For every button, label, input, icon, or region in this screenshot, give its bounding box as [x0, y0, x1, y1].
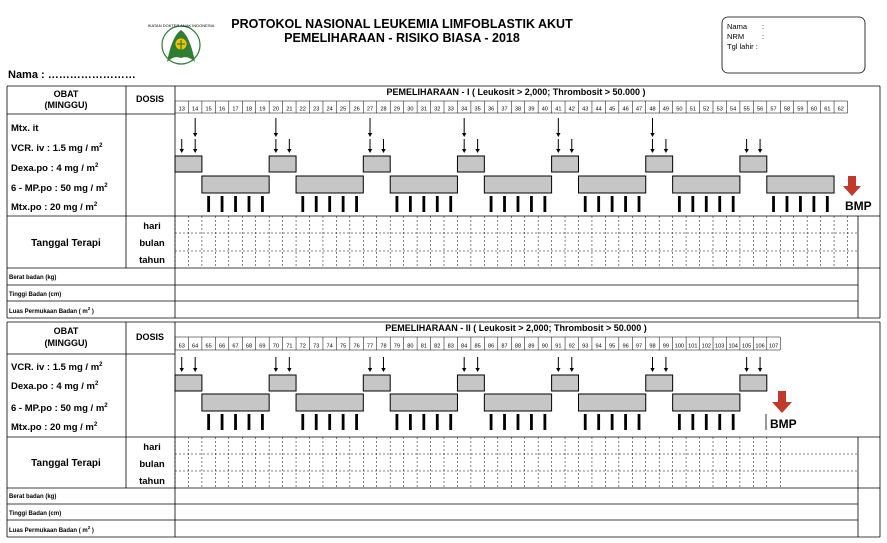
nama-line: Nama : …………………… — [8, 69, 136, 81]
section-2-hari: hari — [143, 442, 161, 453]
mtx-po-bar — [396, 414, 399, 430]
mtx-po-bar — [772, 196, 775, 212]
mtx-po-bar — [248, 414, 251, 430]
week-number: 33 — [447, 106, 454, 113]
vcr-arrowhead — [664, 149, 668, 153]
mtx-po-bar — [234, 414, 237, 430]
dexa-block — [269, 156, 296, 172]
mtx-po-bar — [409, 414, 412, 430]
mtx-po-bar — [490, 414, 493, 430]
week-number: 72 — [299, 343, 306, 350]
bmp-arrow-icon — [772, 391, 792, 413]
mtx-po-bar — [732, 196, 735, 212]
week-number: 75 — [340, 343, 347, 350]
week-number: 69 — [259, 343, 266, 350]
vcr-arrowhead — [462, 149, 466, 153]
week-number: 52 — [703, 106, 710, 113]
mtx-po-bar — [530, 196, 533, 212]
vcr-arrowhead — [274, 368, 278, 372]
week-number: 70 — [272, 343, 279, 350]
mtx-po-bar — [436, 196, 439, 212]
mtx-po-bar — [328, 414, 331, 430]
mtx-po-bar — [503, 414, 506, 430]
week-number: 51 — [689, 106, 696, 113]
week-number: 64 — [192, 343, 199, 350]
week-number: 79 — [393, 343, 401, 350]
week-number: 82 — [434, 343, 441, 350]
week-number: 16 — [218, 106, 226, 113]
week-number: 106 — [755, 343, 765, 350]
week-number: 20 — [272, 106, 279, 113]
section-1-luas-permukaan: Luas Permukaan Badan ( $m^2$ ) — [9, 306, 94, 315]
patient-nama-label: Nama — [727, 22, 748, 31]
mtx-po-bar — [705, 196, 708, 212]
section-1-drug-mtx-po: Mtx.po : 20 mg / $m^2$ — [11, 202, 98, 213]
mtx-po-bar — [638, 414, 641, 430]
patient-nama-colon: : — [762, 22, 765, 31]
week-number: 41 — [555, 106, 562, 113]
week-number: 98 — [649, 343, 656, 350]
mtx-po-bar — [638, 196, 641, 212]
week-number: 71 — [286, 343, 293, 350]
mtx-po-bar — [718, 414, 721, 430]
section-2-obat-label: OBAT — [53, 326, 79, 336]
section-2-dosis-label: DOSIS — [135, 332, 165, 342]
mtx-po-bar — [826, 196, 829, 212]
dexa-block — [457, 156, 484, 172]
mtx-po-bar — [678, 196, 681, 212]
section-1-schedule — [175, 118, 834, 212]
mtx-po-bar — [355, 196, 358, 212]
section-1-berat-badan: Berat badan (kg) — [9, 275, 57, 281]
mtx-po-bar — [342, 196, 345, 212]
mtx-po-bar — [342, 414, 345, 430]
dexa-block — [175, 156, 202, 172]
mtx-po-bar — [812, 196, 815, 212]
vcr-arrowhead — [274, 149, 278, 153]
dexa-block — [552, 156, 579, 172]
mtx-po-bar — [328, 196, 331, 212]
week-number: 35 — [474, 106, 481, 113]
vcr-arrowhead — [381, 149, 385, 153]
mtx-po-bar — [422, 196, 425, 212]
mtx-po-bar — [234, 196, 237, 212]
week-number: 85 — [474, 343, 481, 350]
section-1-hari: hari — [143, 221, 161, 232]
week-number: 96 — [622, 343, 629, 350]
mtx-po-bar — [422, 414, 425, 430]
week-number: 74 — [326, 343, 333, 350]
week-number: 91 — [555, 343, 562, 350]
vcr-arrowhead — [368, 368, 372, 372]
mtx-po-bar — [207, 414, 210, 430]
week-number: 42 — [568, 106, 575, 113]
week-number: 63 — [178, 343, 185, 350]
week-number: 57 — [770, 106, 777, 113]
week-number: 80 — [407, 343, 414, 350]
week-number: 23 — [313, 106, 320, 113]
mp-block — [202, 394, 269, 411]
vcr-arrowhead — [570, 368, 574, 372]
mp-block — [296, 394, 363, 411]
vcr-arrowhead — [462, 368, 466, 372]
mtx-po-bar — [248, 196, 251, 212]
vcr-arrowhead — [758, 368, 762, 372]
mp-block — [296, 176, 363, 193]
logo-text: IKATAN DOKTER ANAK INDONESIA — [147, 23, 215, 28]
week-number: 43 — [582, 106, 589, 113]
mtx-po-bar — [207, 196, 210, 212]
week-number: 55 — [743, 106, 750, 113]
section-1-drug-mtx-it: Mtx. it — [11, 123, 39, 134]
mtx-po-bar — [221, 414, 224, 430]
mtx-it-arrowhead — [556, 133, 560, 137]
week-number: 100 — [674, 343, 685, 350]
vcr-arrowhead — [475, 368, 479, 372]
week-number: 29 — [393, 106, 401, 113]
section-1-week-header — [175, 101, 848, 113]
section-2-week-header — [175, 337, 780, 350]
mtx-po-bar — [490, 196, 493, 212]
dexa-block — [363, 375, 390, 391]
week-number: 44 — [595, 106, 602, 113]
week-number: 49 — [662, 106, 670, 113]
section-2-drug-6mp: 6 - MP.po : 50 mg / $m^2$ — [11, 403, 108, 414]
week-number: 30 — [407, 106, 414, 113]
section-2-luas-permukaan: Luas Permukaan Badan ( $m^2$ ) — [9, 525, 94, 534]
week-number: 19 — [259, 106, 266, 113]
section-1-drug-6mp: 6 - MP.po : 50 mg / $m^2$ — [11, 183, 108, 194]
section-2-bmp-label: BMP — [770, 417, 797, 431]
vcr-arrowhead — [744, 149, 748, 153]
vcr-arrowhead — [287, 368, 291, 372]
patient-nrm-colon: : — [762, 32, 765, 41]
week-number: 77 — [366, 343, 374, 350]
mtx-po-bar — [261, 414, 264, 430]
mtx-it-arrowhead — [193, 133, 197, 137]
section-2-minggu-label: (MINGGU) — [44, 338, 88, 348]
section-1-minggu-label: (MINGGU) — [44, 100, 88, 110]
week-number: 27 — [366, 106, 374, 113]
week-number: 45 — [609, 106, 616, 113]
week-number: 87 — [501, 343, 508, 350]
bmp-arrow-icon — [843, 176, 861, 196]
week-number: 67 — [232, 343, 239, 350]
week-number: 39 — [528, 106, 535, 113]
week-number: 65 — [205, 343, 212, 350]
week-number: 105 — [741, 343, 752, 350]
mtx-po-bar — [691, 196, 694, 212]
week-number: 37 — [501, 106, 508, 113]
vcr-arrowhead — [193, 149, 197, 153]
week-number: 59 — [797, 106, 804, 113]
mtx-po-bar — [543, 196, 546, 212]
week-number: 83 — [447, 343, 454, 350]
section-1-table — [7, 86, 880, 318]
section-2-phase-title: PEMELIHARAAN - II ( Leukosit > 2,000; Thrombosit > 50.000 ) — [385, 323, 647, 333]
mtx-po-bar — [315, 414, 318, 430]
week-number: 84 — [461, 343, 468, 350]
section-2-bulan: bulan — [139, 459, 165, 470]
mtx-po-bar — [530, 414, 533, 430]
section-1-drug-dexa: Dexa.po : 4 mg / $m^2$ — [11, 163, 99, 174]
week-number: 50 — [676, 106, 683, 113]
week-number: 61 — [824, 106, 831, 113]
week-number: 92 — [568, 343, 575, 350]
mtx-po-bar — [799, 196, 802, 212]
mtx-po-bar — [503, 196, 506, 212]
section-1-dosis-label: DOSIS — [135, 94, 165, 104]
vcr-arrowhead — [180, 368, 184, 372]
dexa-block — [363, 156, 390, 172]
vcr-arrowhead — [180, 149, 184, 153]
mtx-it-arrowhead — [650, 133, 654, 137]
mtx-po-bar — [678, 414, 681, 430]
mtx-po-bar — [315, 196, 318, 212]
mtx-po-bar — [221, 196, 224, 212]
mp-block — [579, 394, 646, 411]
vcr-arrowhead — [744, 368, 748, 372]
section-1-tinggi-badan: Tinggi Badan (cm) — [9, 292, 62, 298]
mtx-po-bar — [597, 196, 600, 212]
mtx-po-bar — [624, 196, 627, 212]
week-number: 34 — [461, 106, 468, 113]
mp-block — [390, 176, 457, 193]
mtx-po-bar — [449, 414, 452, 430]
week-number: 47 — [635, 106, 643, 113]
section-1-phase-title: PEMELIHARAAN - I ( Leukosit > 2,000; Thrombosit > 50.000 ) — [386, 87, 646, 97]
mtx-it-arrowhead — [462, 133, 466, 137]
vcr-arrowhead — [287, 149, 291, 153]
week-number: 68 — [245, 343, 253, 350]
week-number: 66 — [218, 343, 226, 350]
week-number: 73 — [313, 343, 320, 350]
vcr-arrowhead — [758, 149, 762, 153]
section-2-tanggal-terapi: Tanggal Terapi — [31, 458, 101, 469]
week-number: 26 — [353, 106, 360, 113]
week-number: 13 — [178, 106, 185, 113]
mtx-po-bar — [355, 414, 358, 430]
mtx-po-bar — [543, 414, 546, 430]
week-number: 101 — [688, 343, 698, 350]
mp-block — [579, 176, 646, 193]
patient-tgl-lahir-label: Tgl lahir : — [727, 42, 758, 51]
vcr-arrowhead — [381, 368, 385, 372]
dexa-block — [552, 375, 579, 391]
dexa-block — [740, 375, 767, 391]
section-2-drug-dexa: Dexa.po : 4 mg / $m^2$ — [11, 381, 99, 392]
patient-nrm-label: NRM — [727, 32, 745, 41]
section-1-bmp-label: BMP — [845, 199, 872, 213]
section-2-calendar-grid — [175, 437, 858, 488]
mp-block — [484, 394, 551, 411]
week-number: 15 — [205, 106, 212, 113]
mp-block — [390, 394, 457, 411]
vcr-arrowhead — [650, 368, 654, 372]
week-number: 94 — [595, 343, 602, 350]
mtx-po-bar — [449, 196, 452, 212]
mtx-po-bar — [584, 414, 587, 430]
vcr-arrowhead — [650, 149, 654, 153]
section-2-berat-badan: Berat badan (kg) — [9, 494, 57, 500]
section-1-bulan: bulan — [139, 238, 165, 249]
section-2-schedule — [175, 357, 767, 430]
mtx-po-bar — [261, 196, 264, 212]
patient-id-box — [722, 17, 865, 73]
week-number: 107 — [768, 343, 779, 350]
section-1-bmp-marker — [843, 176, 872, 213]
mp-block — [202, 176, 269, 193]
week-number: 36 — [487, 106, 495, 113]
week-number: 78 — [380, 343, 387, 350]
week-number: 28 — [380, 106, 387, 113]
section-2-grid-lines — [7, 322, 880, 537]
mp-block — [673, 394, 740, 411]
mtx-po-bar — [409, 196, 412, 212]
section-1-tanggal-terapi: Tanggal Terapi — [31, 238, 101, 249]
section-1-drug-vcr: VCR. iv : 1.5 mg / $m^2$ — [11, 143, 103, 154]
week-number: 40 — [541, 106, 548, 113]
mtx-po-bar — [584, 196, 587, 212]
title-line-2: PEMELIHARAAN - RISIKO BIASA - 2018 — [284, 31, 520, 45]
mtx-po-bar — [786, 196, 789, 212]
week-number: 24 — [326, 106, 333, 113]
vcr-arrowhead — [193, 368, 197, 372]
section-1-grid-lines — [7, 86, 880, 318]
week-number: 81 — [420, 343, 427, 350]
section-1-calendar-grid — [175, 216, 858, 268]
week-number: 14 — [192, 106, 199, 113]
vcr-arrowhead — [570, 149, 574, 153]
week-number: 31 — [420, 106, 427, 113]
dexa-block — [740, 156, 767, 172]
dexa-block — [646, 375, 673, 391]
week-number: 86 — [487, 343, 495, 350]
section-2-bmp-marker — [766, 391, 797, 431]
week-number: 93 — [582, 343, 589, 350]
week-number: 90 — [541, 343, 548, 350]
mtx-po-bar — [732, 414, 735, 430]
week-number: 102 — [701, 343, 711, 350]
week-number: 58 — [783, 106, 791, 113]
mtx-po-bar — [396, 196, 399, 212]
section-2-drug-vcr: VCR. iv : 1.5 mg / $m^2$ — [11, 362, 103, 373]
mp-block — [484, 176, 551, 193]
section-2-drug-mtx-po: Mtx.po : 20 mg / $m^2$ — [11, 422, 98, 433]
week-number: 103 — [715, 343, 725, 350]
mtx-po-bar — [611, 414, 614, 430]
mtx-po-bar — [436, 414, 439, 430]
mtx-po-bar — [624, 414, 627, 430]
week-number: 48 — [649, 106, 656, 113]
dexa-block — [269, 375, 296, 391]
mtx-po-bar — [611, 196, 614, 212]
week-number: 104 — [728, 343, 738, 350]
title-line-1: PROTOKOL NASIONAL LEUKEMIA LIMFOBLASTIK AKUT — [231, 17, 573, 31]
mtx-it-arrowhead — [368, 133, 372, 137]
mtx-po-bar — [517, 414, 520, 430]
week-number: 22 — [299, 106, 306, 113]
dexa-block — [646, 156, 673, 172]
mtx-po-bar — [301, 196, 304, 212]
dexa-block — [175, 375, 202, 391]
vcr-arrowhead — [368, 149, 372, 153]
mtx-po-bar — [718, 196, 721, 212]
week-number: 21 — [286, 106, 293, 113]
mtx-po-bar — [517, 196, 520, 212]
week-number: 53 — [716, 106, 723, 113]
mp-block — [767, 176, 834, 193]
week-number: 32 — [434, 106, 441, 113]
vcr-arrowhead — [556, 149, 560, 153]
week-number: 60 — [810, 106, 817, 113]
week-number: 25 — [340, 106, 347, 113]
section-2-tinggi-badan: Tinggi Badan (cm) — [9, 511, 62, 517]
week-number: 46 — [622, 106, 629, 113]
week-number: 38 — [514, 106, 522, 113]
mtx-po-bar — [597, 414, 600, 430]
week-number: 95 — [609, 343, 616, 350]
week-number: 56 — [756, 106, 764, 113]
idai-logo — [148, 23, 215, 64]
week-number: 17 — [232, 106, 239, 113]
week-number: 62 — [837, 106, 844, 113]
mtx-po-bar — [691, 414, 694, 430]
week-number: 54 — [730, 106, 737, 113]
mtx-it-arrowhead — [274, 133, 278, 137]
mtx-po-bar — [705, 414, 708, 430]
section-1-tahun: tahun — [139, 255, 165, 266]
week-number: 18 — [245, 106, 253, 113]
mp-block — [673, 176, 740, 193]
mtx-po-bar — [301, 414, 304, 430]
week-number: 97 — [635, 343, 643, 350]
section-2-table — [7, 322, 880, 537]
week-number: 99 — [662, 343, 670, 350]
week-number: 89 — [528, 343, 535, 350]
section-2-tahun: tahun — [139, 476, 165, 487]
week-number: 88 — [514, 343, 522, 350]
vcr-arrowhead — [475, 149, 479, 153]
week-number: 76 — [353, 343, 360, 350]
vcr-arrowhead — [556, 368, 560, 372]
vcr-arrowhead — [664, 368, 668, 372]
dexa-block — [457, 375, 484, 391]
section-1-obat-label: OBAT — [53, 89, 79, 99]
